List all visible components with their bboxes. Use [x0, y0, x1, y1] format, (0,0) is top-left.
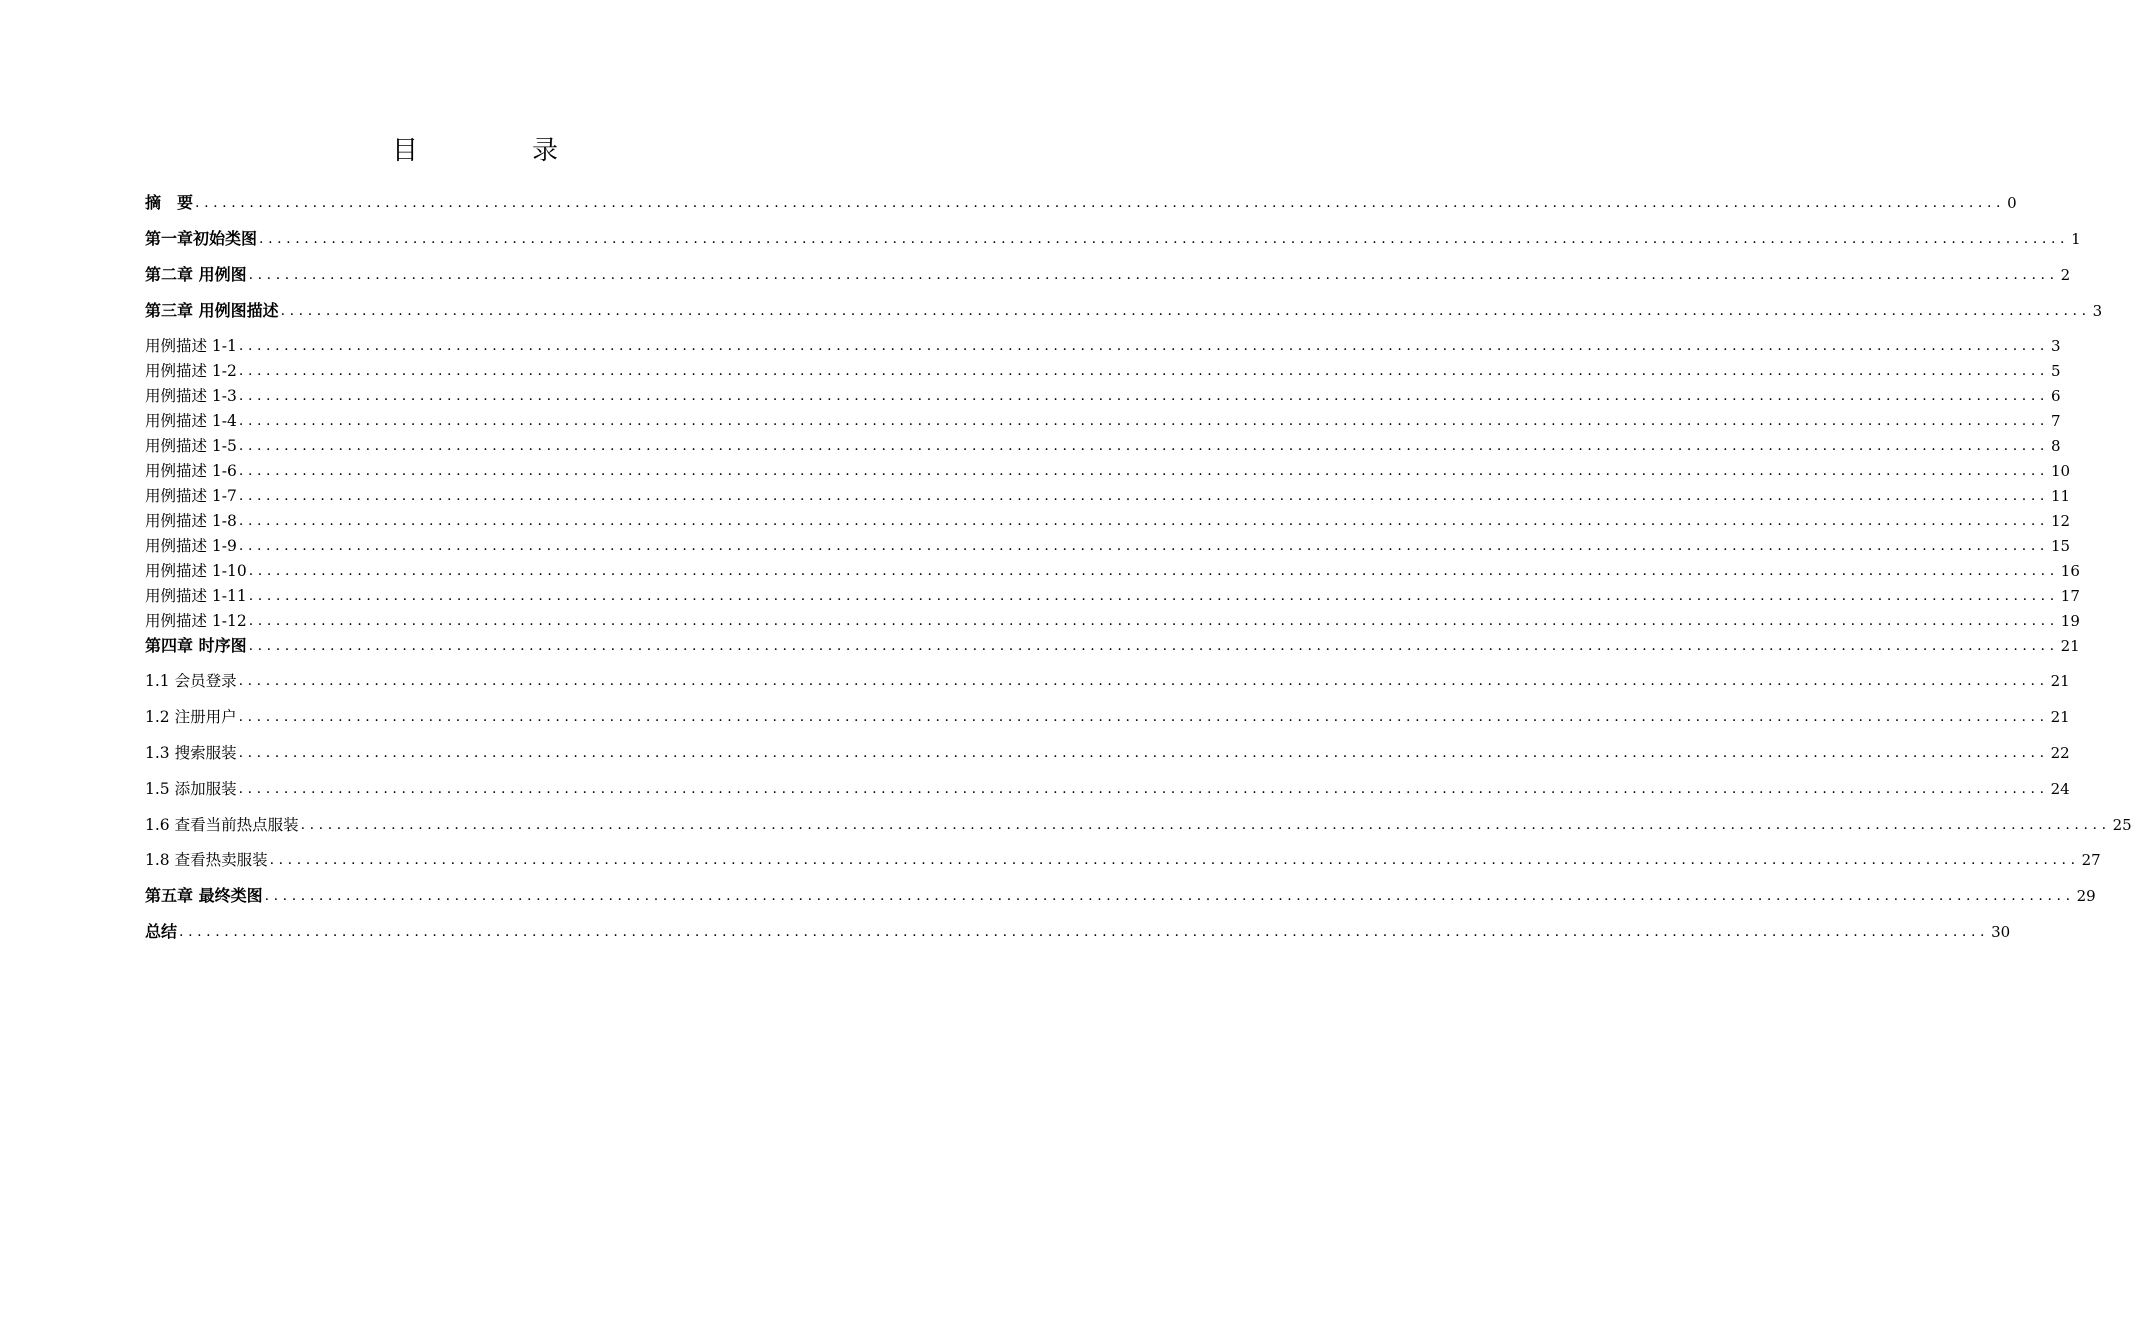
dot-leader: ........................................................................................................................................................................................................ [238, 673, 2049, 689]
toc-entry-label: 用例描述 1-2 [145, 362, 237, 380]
dot-leader: ........................................................................................................................................................................................................ [238, 338, 2049, 354]
toc-page-number: 16 [2060, 562, 2080, 580]
toc-entry[interactable] [145, 558, 2080, 582]
toc-page-number: 3 [2050, 337, 2061, 355]
dot-leader: ........................................................................................................................................................................................................ [238, 438, 2049, 454]
toc-page-number: 10 [2050, 462, 2071, 480]
toc-entry[interactable] [145, 776, 2070, 800]
toc-entry[interactable] [145, 358, 2061, 382]
toc-page-number: 1 [2071, 230, 2081, 248]
toc-entry-label: 摘 要 [145, 193, 194, 212]
dot-leader: ........................................................................................................................................................................................................ [238, 463, 2049, 479]
toc-entry[interactable] [145, 533, 2071, 557]
toc-page-number: 27 [2081, 851, 2101, 869]
toc-entry-label: 1.5 添加服装 [145, 780, 237, 798]
toc-entry-label: 用例描述 1-5 [145, 437, 237, 455]
toc-entry[interactable] [145, 704, 2070, 728]
toc-entry-label: 用例描述 1-11 [145, 587, 247, 605]
toc-entry-label: 第四章 时序图 [145, 636, 247, 655]
dot-leader: ........................................................................................................................................................................................................ [248, 588, 2059, 604]
toc-entry[interactable] [145, 483, 2071, 507]
toc-entry-label: 1.3 搜索服装 [145, 744, 237, 762]
toc-entry[interactable] [145, 433, 2061, 457]
page-title: 目 录 [391, 136, 602, 166]
dot-leader: ........................................................................................................................................................................................................ [259, 231, 2070, 247]
toc-entry-label: 第一章初始类图 [145, 229, 258, 248]
toc-page-number: 8 [2050, 437, 2061, 455]
dot-leader: ........................................................................................................................................................................................................ [269, 852, 2080, 868]
dot-leader: ........................................................................................................................................................................................................ [280, 303, 2091, 319]
toc-heading-entry[interactable] [145, 190, 2017, 214]
toc-page-number: 29 [2076, 887, 2096, 905]
dot-leader: ........................................................................................................................................................................................................ [248, 638, 2059, 654]
dot-leader: ........................................................................................................................................................................................................ [300, 817, 2111, 833]
toc-page-number: 21 [2060, 637, 2080, 655]
toc-page-number: 12 [2050, 512, 2071, 530]
toc-heading-entry[interactable] [145, 919, 2011, 943]
toc-heading-entry[interactable] [145, 883, 2096, 907]
dot-leader: ........................................................................................................................................................................................................ [238, 745, 2049, 761]
dot-leader: ........................................................................................................................................................................................................ [238, 388, 2049, 404]
toc-page-number: 3 [2092, 302, 2103, 320]
toc-entry[interactable] [145, 740, 2070, 764]
toc-entry-label: 1.1 会员登录 [145, 672, 237, 690]
toc-entry[interactable] [145, 583, 2080, 607]
dot-leader: ........................................................................................................................................................................................................ [238, 709, 2049, 725]
toc-entry[interactable] [145, 408, 2061, 432]
toc-entry[interactable] [145, 812, 2132, 836]
toc-entry[interactable] [145, 458, 2071, 482]
dot-leader: ........................................................................................................................................................................................................ [238, 363, 2049, 379]
toc-heading-entry[interactable] [145, 226, 2081, 250]
toc-entry-label: 1.2 注册用户 [145, 708, 237, 726]
toc-entry[interactable] [145, 847, 2101, 871]
toc-page-number: 25 [2112, 816, 2132, 834]
toc-entry-label: 用例描述 1-10 [145, 562, 247, 580]
toc-page-number: 30 [1991, 923, 2011, 941]
toc-entry-label: 用例描述 1-8 [145, 512, 237, 530]
toc-heading-entry[interactable] [145, 298, 2103, 322]
toc-page-number: 7 [2050, 412, 2061, 430]
toc-page-number: 15 [2050, 537, 2071, 555]
toc-entry[interactable] [145, 508, 2071, 532]
toc-page-number: 17 [2060, 587, 2080, 605]
toc-entry-label: 用例描述 1-3 [145, 387, 237, 405]
dot-leader: ........................................................................................................................................................................................................ [238, 513, 2049, 529]
toc-page-number: 11 [2050, 487, 2071, 505]
toc-entry-label: 用例描述 1-6 [145, 462, 237, 480]
dot-leader: ........................................................................................................................................................................................................ [248, 267, 2059, 283]
dot-leader: ........................................................................................................................................................................................................ [179, 924, 1990, 940]
toc-heading-entry[interactable] [145, 633, 2080, 657]
toc-page-number: 2 [2060, 266, 2071, 284]
toc-entry[interactable] [145, 608, 2080, 632]
toc-entry-label: 第五章 最终类图 [145, 886, 263, 905]
toc-page-number: 21 [2050, 672, 2070, 690]
dot-leader: ........................................................................................................................................................................................................ [195, 195, 2006, 211]
toc-entry-label: 总结 [145, 922, 178, 941]
toc-page-number: 0 [2007, 194, 2017, 212]
dot-leader: ........................................................................................................................................................................................................ [238, 781, 2049, 797]
toc-page-number: 22 [2050, 744, 2070, 762]
dot-leader: ........................................................................................................................................................................................................ [238, 488, 2049, 504]
dot-leader: ........................................................................................................................................................................................................ [238, 413, 2049, 429]
toc-heading-entry[interactable] [145, 262, 2071, 286]
toc-entry-label: 1.8 查看热卖服装 [145, 851, 268, 869]
toc-page-number: 5 [2050, 362, 2061, 380]
toc-entry-label: 第二章 用例图 [145, 265, 247, 284]
dot-leader: ........................................................................................................................................................................................................ [248, 613, 2059, 629]
toc-entry-label: 用例描述 1-1 [145, 337, 237, 355]
toc-entry-label: 用例描述 1-9 [145, 537, 237, 555]
toc-entry[interactable] [145, 668, 2070, 692]
toc-entry-label: 用例描述 1-7 [145, 487, 237, 505]
toc-entry-label: 用例描述 1-4 [145, 412, 237, 430]
toc-page-number: 24 [2050, 780, 2070, 798]
toc-page-number: 19 [2060, 612, 2080, 630]
toc-page-number: 21 [2050, 708, 2070, 726]
toc-entry-label: 第三章 用例图描述 [145, 301, 279, 320]
dot-leader: ........................................................................................................................................................................................................ [238, 538, 2049, 554]
toc-entry-label: 1.6 查看当前热点服装 [145, 816, 299, 834]
dot-leader: ........................................................................................................................................................................................................ [248, 563, 2059, 579]
toc-entry[interactable] [145, 333, 2061, 357]
toc-entry[interactable] [145, 383, 2061, 407]
toc-entry-label: 用例描述 1-12 [145, 612, 247, 630]
toc-page-number: 6 [2050, 387, 2061, 405]
dot-leader: ........................................................................................................................................................................................................ [264, 888, 2075, 904]
